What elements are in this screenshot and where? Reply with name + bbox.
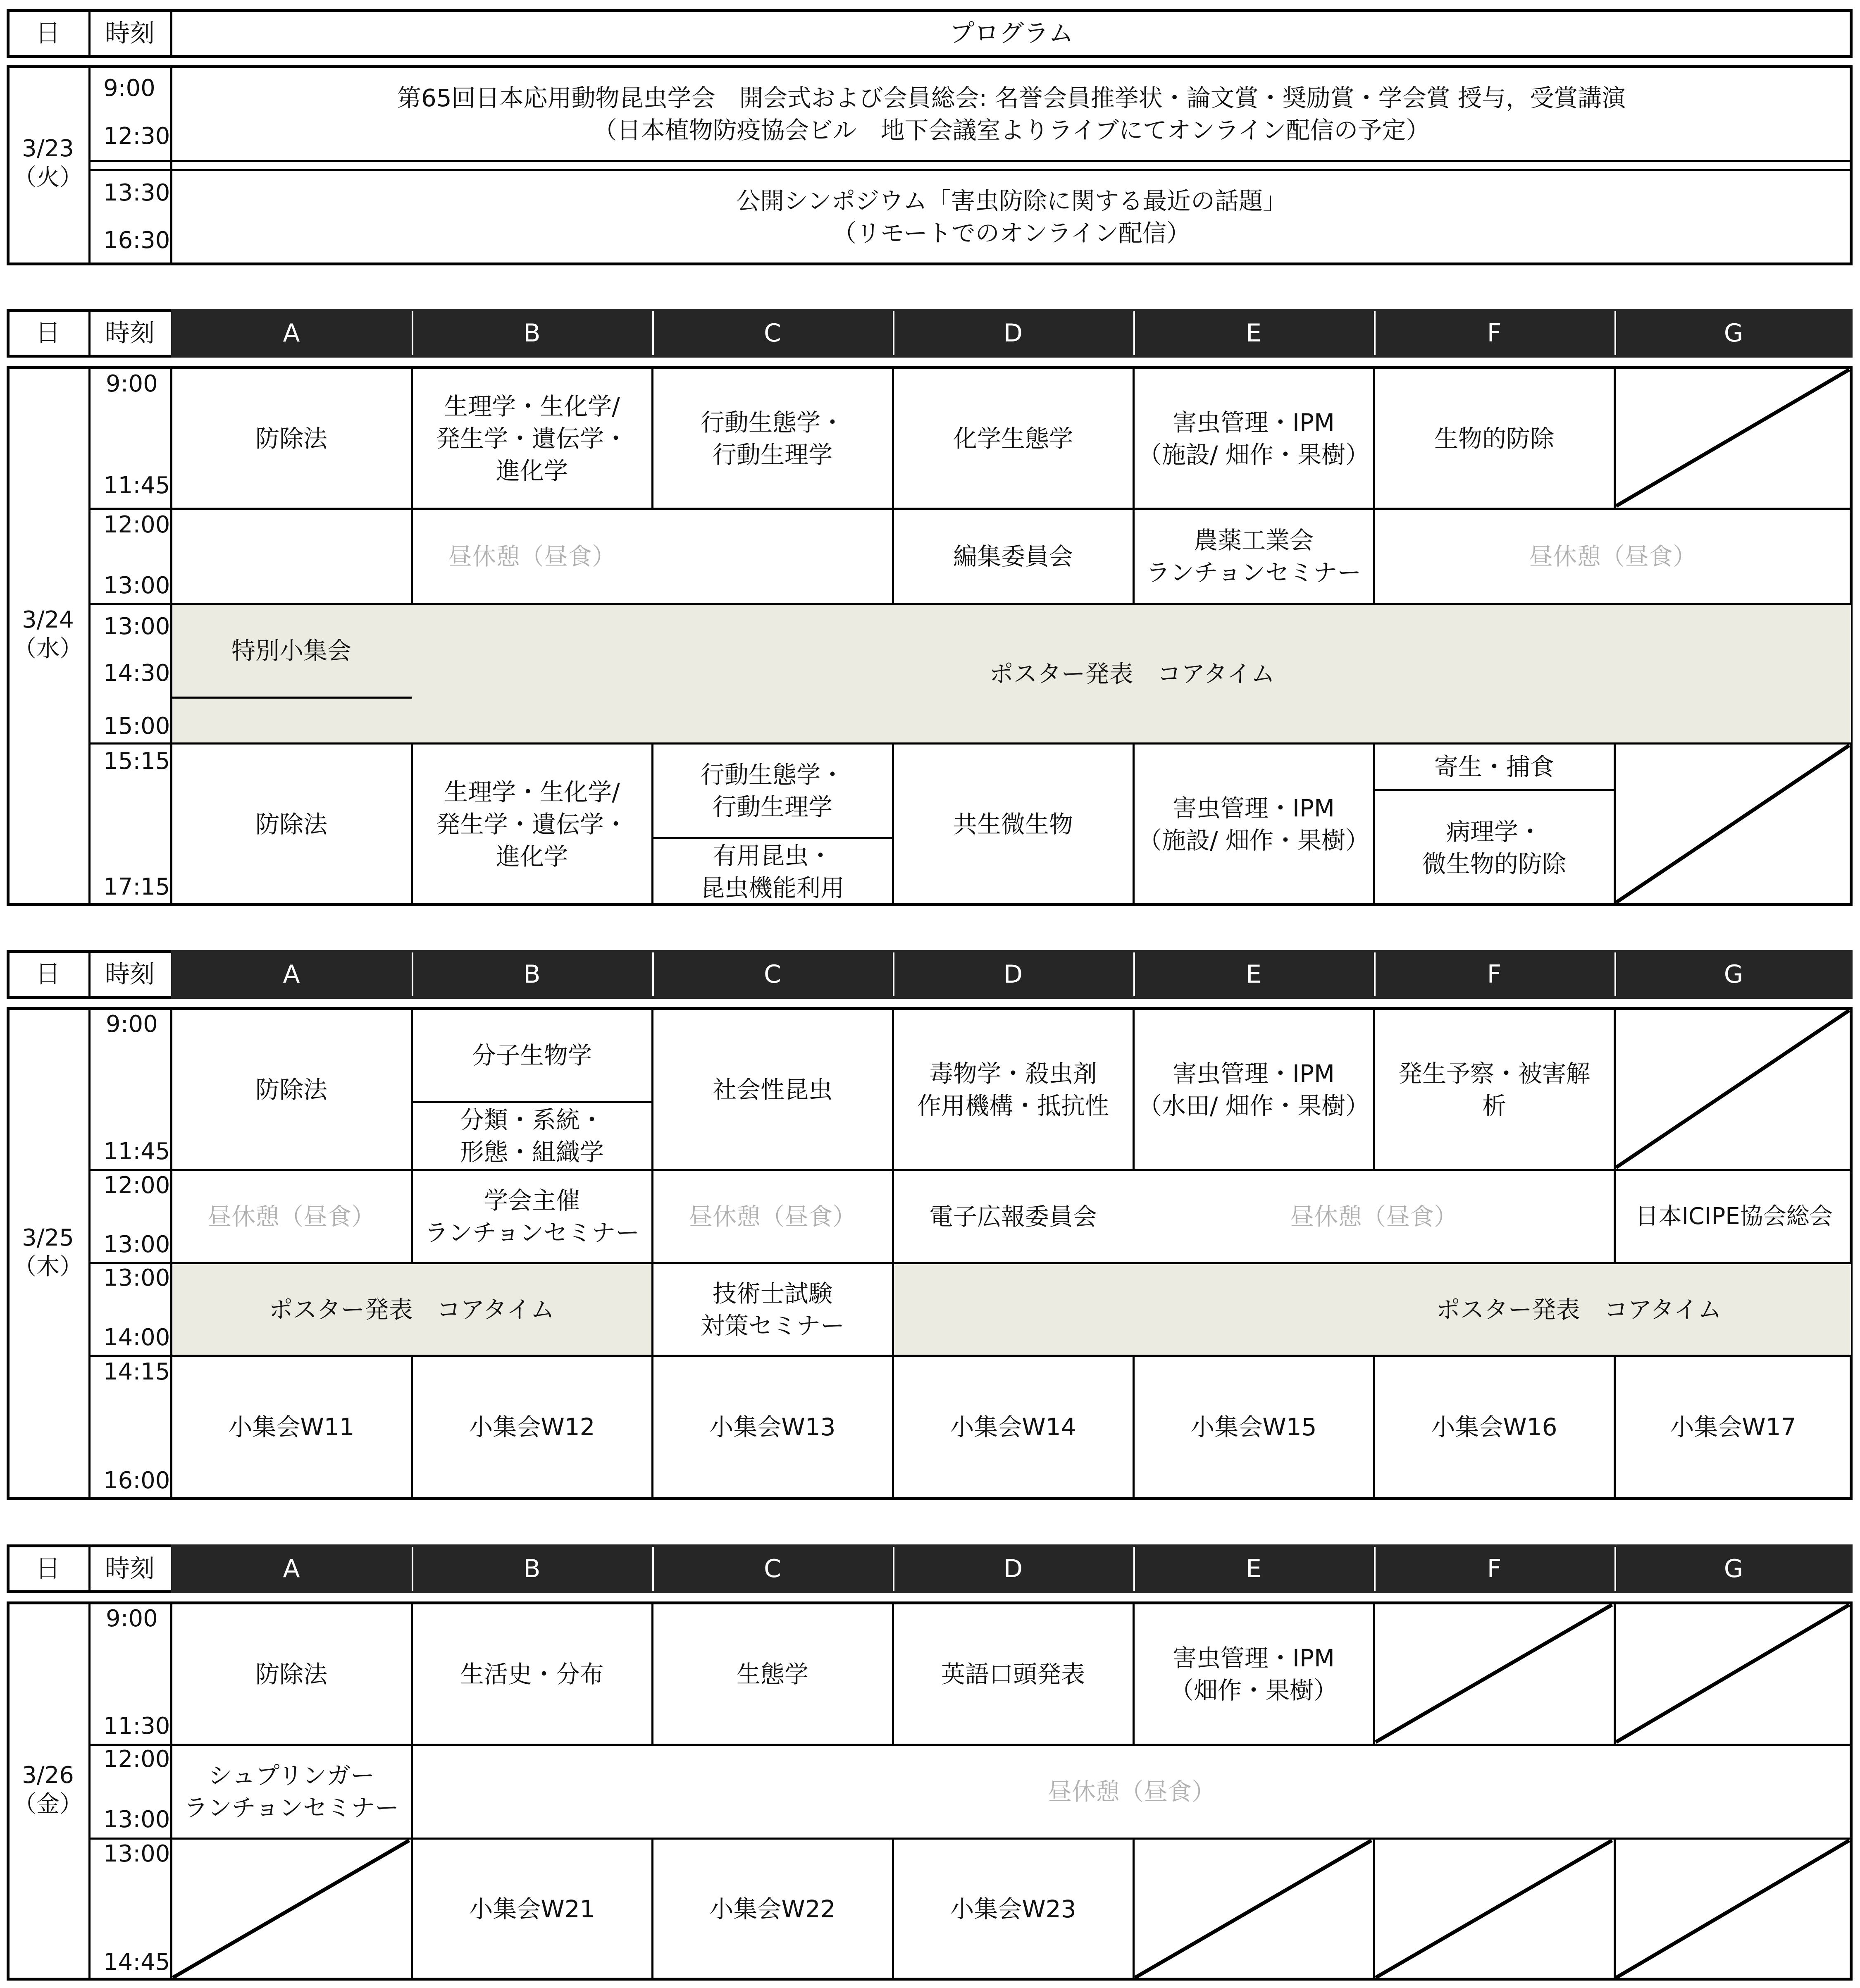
- session-cell: 害虫管理・IPM （施設/ 畑作・果樹）: [1138, 408, 1369, 469]
- session-cell: 毒物学・殺虫剤 作用機構・抵抗性: [917, 1059, 1109, 1120]
- empty-slot-diagonal: [1374, 1603, 1614, 1744]
- day-label-323: 3/23 （火）: [13, 135, 83, 191]
- session-cell: 日本ICIPE協会総会: [1635, 1203, 1833, 1230]
- lunch-break: 昼休憩（昼食）: [1047, 1778, 1216, 1806]
- session-cell: 防除法: [255, 424, 327, 453]
- public-symposium: 公開シンポジウム「害虫防除に関する最近の話題」 （リモートでのオンライン配信）: [736, 187, 1287, 247]
- session-cell: 生理学・生化学/ 発生学・遺伝学・ 進化学: [436, 392, 628, 485]
- lunch-break: 昼休憩（昼食）: [688, 1203, 856, 1231]
- room-e: E: [1246, 960, 1261, 989]
- time-start: 12:00: [103, 511, 170, 538]
- room-d: D: [1003, 319, 1023, 348]
- session-cell: 小集会W13: [709, 1413, 836, 1441]
- session-cell: 生活史・分布: [460, 1660, 604, 1688]
- time-mid: 14:30: [103, 660, 170, 687]
- room-b: B: [523, 1554, 541, 1583]
- room-f: F: [1487, 1554, 1502, 1583]
- poster-core-time: ポスター発表 コアタイム: [989, 659, 1275, 688]
- opening-ceremony: 第65回日本応用動物昆虫学会 開会式および会員総会: 名誉会員推挙状・論文賞・奨励賞・学会賞 授与，受賞講演 （日本植物防疫協会ビル 地下会議室よりライブにてオンライン配信の予定）: [397, 84, 1626, 144]
- session-cell: 小集会W17: [1670, 1413, 1796, 1441]
- time-end: 13:00: [103, 572, 170, 599]
- empty-slot-diagonal: [1614, 1839, 1851, 1979]
- session-cell: 小集会W15: [1190, 1413, 1317, 1441]
- room-b: B: [523, 319, 541, 348]
- session-cell: 小集会W21: [469, 1895, 595, 1923]
- room-d: D: [1003, 960, 1023, 989]
- room-b: B: [523, 960, 541, 989]
- time-end: 13:00: [103, 1231, 170, 1258]
- time-start: 9:00: [106, 1605, 158, 1632]
- time-end: 11:30: [103, 1713, 170, 1740]
- session-cell: 防除法: [255, 1075, 327, 1104]
- time-end: 15:00: [103, 713, 170, 740]
- empty-slot-diagonal: [1614, 1009, 1851, 1169]
- time-start: 13:00: [103, 613, 170, 640]
- room-d: D: [1003, 1554, 1023, 1583]
- session-cell: 小集会W11: [228, 1413, 355, 1441]
- session-cell: 化学生態学: [953, 424, 1073, 453]
- time-start: 13:30: [103, 179, 170, 206]
- header-time: 時刻: [105, 319, 155, 348]
- session-cell: 害虫管理・IPM （水田/ 畑作・果樹）: [1138, 1059, 1369, 1120]
- time-end: 14:45: [103, 1949, 170, 1976]
- time-start: 9:00: [106, 1011, 158, 1038]
- time-end: 16:30: [103, 227, 170, 254]
- time-start: 14:15: [103, 1358, 170, 1385]
- lunch-break: 昼休憩（昼食）: [1290, 1203, 1458, 1231]
- header-time: 時刻: [105, 19, 155, 48]
- time-end: 12:30: [103, 123, 170, 150]
- session-cell: 電子広報委員会: [929, 1203, 1097, 1231]
- session-cell: 小集会W22: [709, 1895, 836, 1923]
- session-cell: 生物的防除: [1434, 424, 1554, 453]
- session-cell: 害虫管理・IPM （施設/ 畑作・果樹）: [1138, 794, 1369, 854]
- session-cell: 分類・系統・ 形態・組織学: [460, 1106, 604, 1166]
- day-label-325: 3/25 （木）: [13, 1224, 83, 1280]
- header-time: 時刻: [105, 960, 155, 989]
- header-day: 日: [36, 960, 60, 989]
- time-end: 11:45: [103, 472, 170, 499]
- room-f: F: [1487, 319, 1502, 348]
- session-cell: 英語口頭発表: [941, 1660, 1085, 1688]
- session-cell: 社会性昆虫: [712, 1075, 832, 1104]
- room-a: A: [283, 319, 300, 348]
- time-end: 11:45: [103, 1138, 170, 1165]
- session-cell: 行動生態学・ 行動生理学: [700, 761, 844, 821]
- time-start: 13:00: [103, 1840, 170, 1867]
- session-cell: 行動生態学・ 行動生理学: [700, 408, 844, 469]
- header-program: プログラム: [949, 19, 1073, 48]
- time-start: 13:00: [103, 1265, 170, 1291]
- poster-core-time: ポスター発表 コアタイム: [1436, 1295, 1722, 1324]
- session-cell: 分子生物学: [472, 1041, 592, 1069]
- session-cell: 生理学・生化学/ 発生学・遺伝学・ 進化学: [436, 778, 628, 871]
- session-cell: 学会主催 ランチョンセミナー: [424, 1186, 640, 1247]
- room-g: G: [1724, 319, 1743, 348]
- room-e: E: [1246, 319, 1261, 348]
- room-e: E: [1246, 1554, 1261, 1583]
- day-label-326: 3/26 （金）: [13, 1762, 83, 1818]
- empty-slot-diagonal: [1133, 1839, 1373, 1979]
- header-day: 日: [36, 19, 60, 48]
- lunch-break: 昼休憩（昼食）: [207, 1203, 375, 1231]
- session-cell: 生態学: [736, 1660, 808, 1688]
- time-start: 9:00: [103, 75, 155, 102]
- time-start: 9:00: [106, 370, 158, 397]
- empty-slot-diagonal: [1614, 744, 1851, 904]
- session-cell: 防除法: [255, 1660, 327, 1688]
- poster-core-time: ポスター発表 コアタイム: [269, 1295, 555, 1324]
- room-c: C: [764, 960, 781, 989]
- day-label-324: 3/24 （水）: [13, 606, 83, 662]
- session-cell: 小集会W14: [950, 1413, 1076, 1441]
- session-cell: 小集会W12: [469, 1413, 595, 1441]
- session-cell: 編集委員会: [953, 542, 1073, 570]
- session-cell: 特別小集会: [231, 637, 351, 665]
- lunch-break: 昼休憩（昼食）: [448, 542, 616, 570]
- lunch-break: 昼休憩（昼食）: [1529, 542, 1697, 570]
- session-cell: 病理学・ 微生物的防除: [1422, 817, 1566, 878]
- room-g: G: [1724, 960, 1743, 989]
- session-cell: 防除法: [255, 810, 327, 838]
- header-time: 時刻: [105, 1554, 155, 1583]
- session-cell: 寄生・捕食: [1434, 753, 1554, 781]
- room-c: C: [764, 319, 781, 348]
- time-end: 17:15: [103, 873, 170, 900]
- room-f: F: [1487, 960, 1502, 989]
- time-end: 14:00: [103, 1324, 170, 1351]
- room-a: A: [283, 960, 300, 989]
- session-cell: 共生微生物: [953, 810, 1073, 838]
- empty-slot-diagonal: [1374, 1839, 1614, 1979]
- session-cell: 技術士試験 対策セミナー: [700, 1279, 844, 1340]
- session-cell: 害虫管理・IPM （畑作・果樹）: [1169, 1644, 1338, 1704]
- session-cell: 小集会W23: [950, 1895, 1076, 1923]
- session-cell: シュプリンガー ランチョンセミナー: [184, 1761, 399, 1822]
- header-day: 日: [36, 319, 60, 348]
- room-c: C: [764, 1554, 781, 1583]
- empty-slot-diagonal: [1614, 368, 1851, 508]
- header-day: 日: [36, 1554, 60, 1583]
- session-cell: 発生予察・被害解 析: [1398, 1059, 1590, 1120]
- time-end: 13:00: [103, 1806, 170, 1833]
- time-end: 16:00: [103, 1467, 170, 1494]
- session-cell: 小集会W16: [1431, 1413, 1557, 1441]
- room-a: A: [283, 1554, 300, 1583]
- empty-slot-diagonal: [171, 1839, 411, 1979]
- time-start: 12:00: [103, 1172, 170, 1199]
- session-cell: 有用昆虫・ 昆虫機能利用: [700, 841, 844, 902]
- time-start: 12:00: [103, 1746, 170, 1773]
- time-start: 15:15: [103, 748, 170, 775]
- empty-slot-diagonal: [1614, 1603, 1851, 1744]
- session-cell: 農薬工業会 ランチョンセミナー: [1146, 526, 1362, 587]
- room-g: G: [1724, 1554, 1743, 1583]
